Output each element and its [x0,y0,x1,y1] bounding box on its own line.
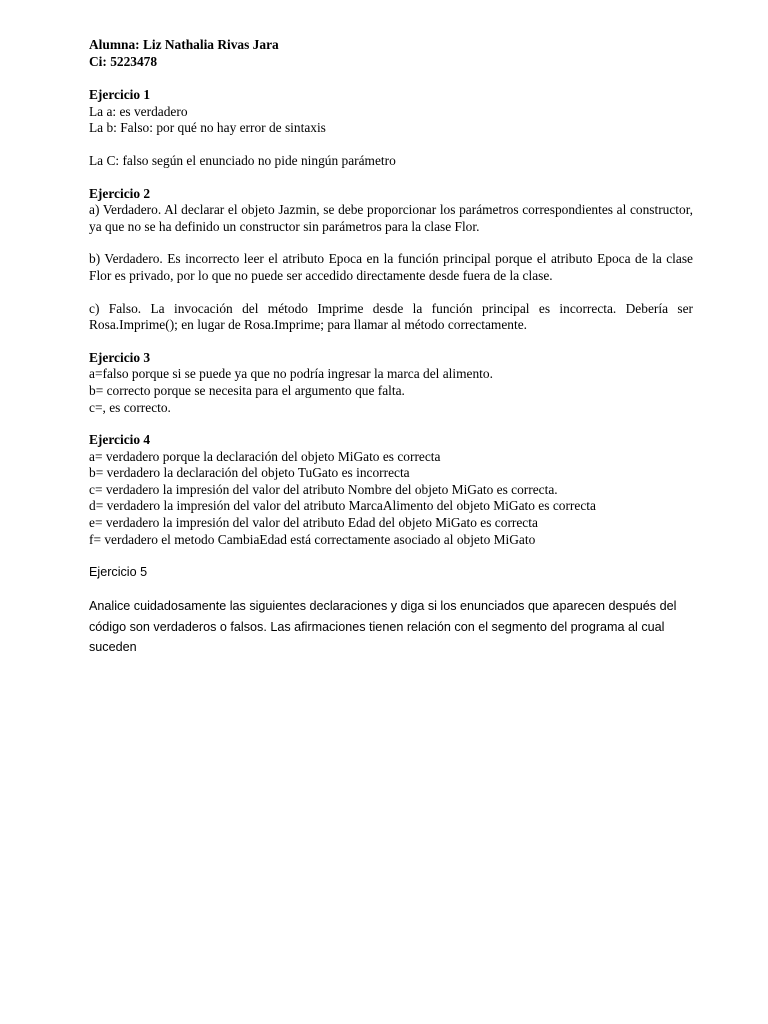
exercise-4-title: Ejercicio 4 [89,432,151,448]
exercise-4-line: a= verdadero porque la declaración del objeto MiGato es correcta [89,448,441,464]
student-name: Alumna: Liz Nathalia Rivas Jara [89,37,279,52]
exercise-1-title: Ejercicio 1 [89,87,151,103]
exercise-4-line: e= verdadero la impresión del valor del atributo Edad del objeto MiGato es correcta [89,515,538,531]
exercise-3-title: Ejercicio 3 [89,349,151,365]
exercise-2-paragraph: c) Falso. La invocación del método Imprime desde la función principal es incorrecta. Debería ser Rosa.Imprime(); en lugar de Rosa.Imprime; para llamar al método correctamente. [89,300,693,333]
exercise-2-paragraph: a) Verdadero. Al declarar el objeto Jazmin, se debe proporcionar los parámetros correspondientes al constructor, ya que no se ha definido un constructor sin parámetros para la clase Flor. [89,202,693,234]
exercise-1 [89,87,693,169]
exercise-3-line: a=falso porque si se puede ya que no podría ingresar la marca del alimento. [89,366,493,382]
exercise-2 [89,186,693,334]
exercise-5 [89,564,693,658]
exercise-3 [89,350,693,416]
exercise-3-line: b= correcto porque se necesita para el argumento que falta. [89,382,405,398]
exercise-4-line: f= verdadero el metodo CambiaEdad está correctamente asociado al objeto MiGato [89,531,536,547]
student-id: Ci: 5223478 [89,53,158,69]
exercise-5-title: Ejercicio 5 [89,565,148,580]
exercise-4-line: c= verdadero la impresión del valor del atributo Nombre del objeto MiGato es correcta. [89,481,558,497]
exercise-3-line: c=, es correcto. [89,399,171,415]
exercise-2-title: Ejercicio 2 [89,185,151,201]
exercise-4 [89,432,693,548]
exercise-1-line: La a: es verdadero [89,103,188,119]
exercise-5-body: Analice cuidadosamente las siguientes declaraciones y diga si los enunciados que aparecen después del código son verdaderos o falsos. Las afirmaciones tienen relación con el segmento del programa al cual suceden [89,599,677,655]
exercise-1-line: La C: falso según el enunciado no pide ningún parámetro [89,152,396,168]
document-page [89,37,693,658]
exercise-2-paragraph: b) Verdadero. Es incorrecto leer el atributo Epoca en la función principal porque el atributo Epoca de la clase Flor es privado, por lo que no puede ser accedido directamente desde fuera de la clase. [89,251,693,283]
exercise-4-line: b= verdadero la declaración del objeto TuGato es incorrecta [89,465,410,481]
exercise-1-line: La b: Falso: por qué no hay error de sintaxis [89,120,326,136]
document-header [89,37,693,70]
exercise-4-line: d= verdadero la impresión del valor del atributo MarcaAlimento del objeto MiGato es correcta [89,498,596,514]
